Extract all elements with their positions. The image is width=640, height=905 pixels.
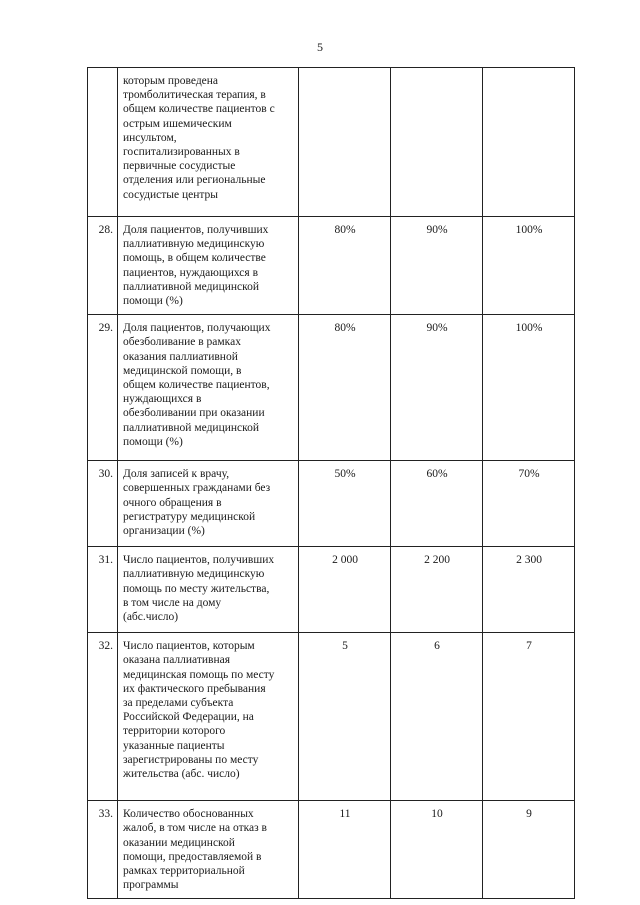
description-line: помощь по месту жительства, — [123, 582, 270, 595]
target-value-year-1: 50% — [299, 461, 391, 547]
description-line: инсультом, — [123, 131, 177, 144]
description-line: первичные сосудистые — [123, 160, 236, 173]
description-line: помощи (%) — [123, 435, 183, 448]
description-line: указанные пациенты — [123, 739, 225, 752]
description-line: их фактического пребывания — [123, 682, 266, 695]
target-value-year-3: 100% — [483, 315, 575, 461]
target-value-year-3: 7 — [483, 633, 575, 801]
description-line: паллиативной медицинской — [123, 280, 260, 293]
description-line: (абс.число) — [123, 611, 179, 624]
description-line: Доля пациентов, получивших — [123, 224, 269, 236]
description-line: за пределами субъекта — [123, 697, 234, 710]
description-line: паллиативной медицинской — [123, 421, 260, 434]
description-line: Доля записей к врачу, — [123, 468, 230, 481]
description-line: оказании медицинской — [123, 836, 235, 849]
target-value-year-2: 60% — [391, 461, 483, 547]
description-line: помощи, предоставляемой в — [123, 850, 262, 863]
description-line: зарегистрированы по месту — [123, 753, 259, 766]
description-line: территории которого — [123, 725, 226, 738]
table-row — [88, 461, 575, 547]
description-line: тромболитическая терапия, в — [123, 89, 266, 102]
row-number: 30. — [88, 461, 118, 547]
indicators-table — [87, 67, 575, 899]
description-line: рамках территориальной — [123, 865, 245, 878]
indicator-description — [118, 217, 299, 315]
description-line: нуждающихся в — [123, 393, 202, 406]
indicator-description — [118, 633, 299, 801]
row-number: 32. — [88, 633, 118, 801]
description-line: Доля пациентов, получающих — [123, 322, 271, 335]
target-value-year-2: 90% — [391, 217, 483, 315]
indicator-description — [118, 68, 299, 217]
target-value-year-3: 2 300 — [483, 547, 575, 633]
target-value-year-2: 90% — [391, 315, 483, 461]
description-line: в том числе на дому — [123, 596, 222, 609]
description-line: очного обращения в — [123, 496, 222, 509]
target-value-year-1: 2 000 — [299, 547, 391, 633]
row-number: 31. — [88, 547, 118, 633]
target-value-year-3 — [483, 68, 575, 217]
table-row — [88, 547, 575, 633]
description-line: оказана паллиативная — [123, 654, 231, 667]
description-line: программы — [123, 879, 179, 892]
indicator-description — [118, 801, 299, 899]
indicator-description — [118, 461, 299, 547]
target-value-year-3: 9 — [483, 801, 575, 899]
description-line: регистратуру медицинской — [123, 510, 256, 523]
target-value-year-2: 2 200 — [391, 547, 483, 633]
table-row — [88, 315, 575, 461]
description-line: пациентов, нуждающихся в — [123, 266, 259, 279]
description-line: общем количестве пациентов с — [123, 103, 275, 116]
table-row — [88, 801, 575, 899]
indicator-description — [118, 547, 299, 633]
row-number — [88, 68, 118, 217]
description-line: совершенных гражданами без — [123, 482, 271, 495]
indicator-description — [118, 315, 299, 461]
description-line: Число пациентов, которым — [123, 640, 255, 653]
description-line: организации (%) — [123, 525, 205, 538]
description-line: помощь, в общем количестве — [123, 252, 266, 265]
description-line: Количество обоснованных — [123, 808, 254, 821]
target-value-year-1: 11 — [299, 801, 391, 899]
table-row — [88, 217, 575, 315]
description-line: отделения или региональные — [123, 174, 266, 187]
target-value-year-3: 100% — [483, 217, 575, 315]
target-value-year-2: 6 — [391, 633, 483, 801]
row-number: 29. — [88, 315, 118, 461]
description-line: паллиативную медицинскую — [123, 238, 265, 251]
description-line: Число пациентов, получивших — [123, 554, 275, 567]
page-number: 5 — [317, 40, 323, 54]
description-line: жительства (абс. число) — [123, 768, 240, 781]
target-value-year-1: 80% — [299, 315, 391, 461]
description-line: острым ишемическим — [123, 117, 232, 130]
description-line: жалоб, в том числе на отказ в — [123, 822, 267, 835]
description-line: общем количестве пациентов, — [123, 379, 270, 392]
description-line: оказания паллиативной — [123, 350, 238, 363]
description-line: паллиативную медицинскую — [123, 568, 265, 581]
target-value-year-2: 10 — [391, 801, 483, 899]
target-value-year-3: 70% — [483, 461, 575, 547]
table-row — [88, 68, 575, 217]
target-value-year-1: 5 — [299, 633, 391, 801]
description-line: медицинской помощи, в — [123, 364, 242, 377]
description-line: медицинская помощь по месту — [123, 668, 275, 681]
row-number: 28. — [88, 217, 118, 315]
description-line: Российской Федерации, на — [123, 711, 254, 724]
target-value-year-2 — [391, 68, 483, 217]
description-line: обезболивании при оказании — [123, 407, 265, 420]
description-line: обезболивание в рамках — [123, 336, 241, 349]
description-line: госпитализированных в — [123, 146, 240, 159]
target-value-year-1: 80% — [299, 217, 391, 315]
description-line: сосудистые центры — [123, 188, 219, 201]
target-value-year-1 — [299, 68, 391, 217]
table-row — [88, 633, 575, 801]
row-number: 33. — [88, 801, 118, 899]
description-line: помощи (%) — [123, 295, 183, 308]
description-line: которым проведена — [123, 75, 219, 87]
